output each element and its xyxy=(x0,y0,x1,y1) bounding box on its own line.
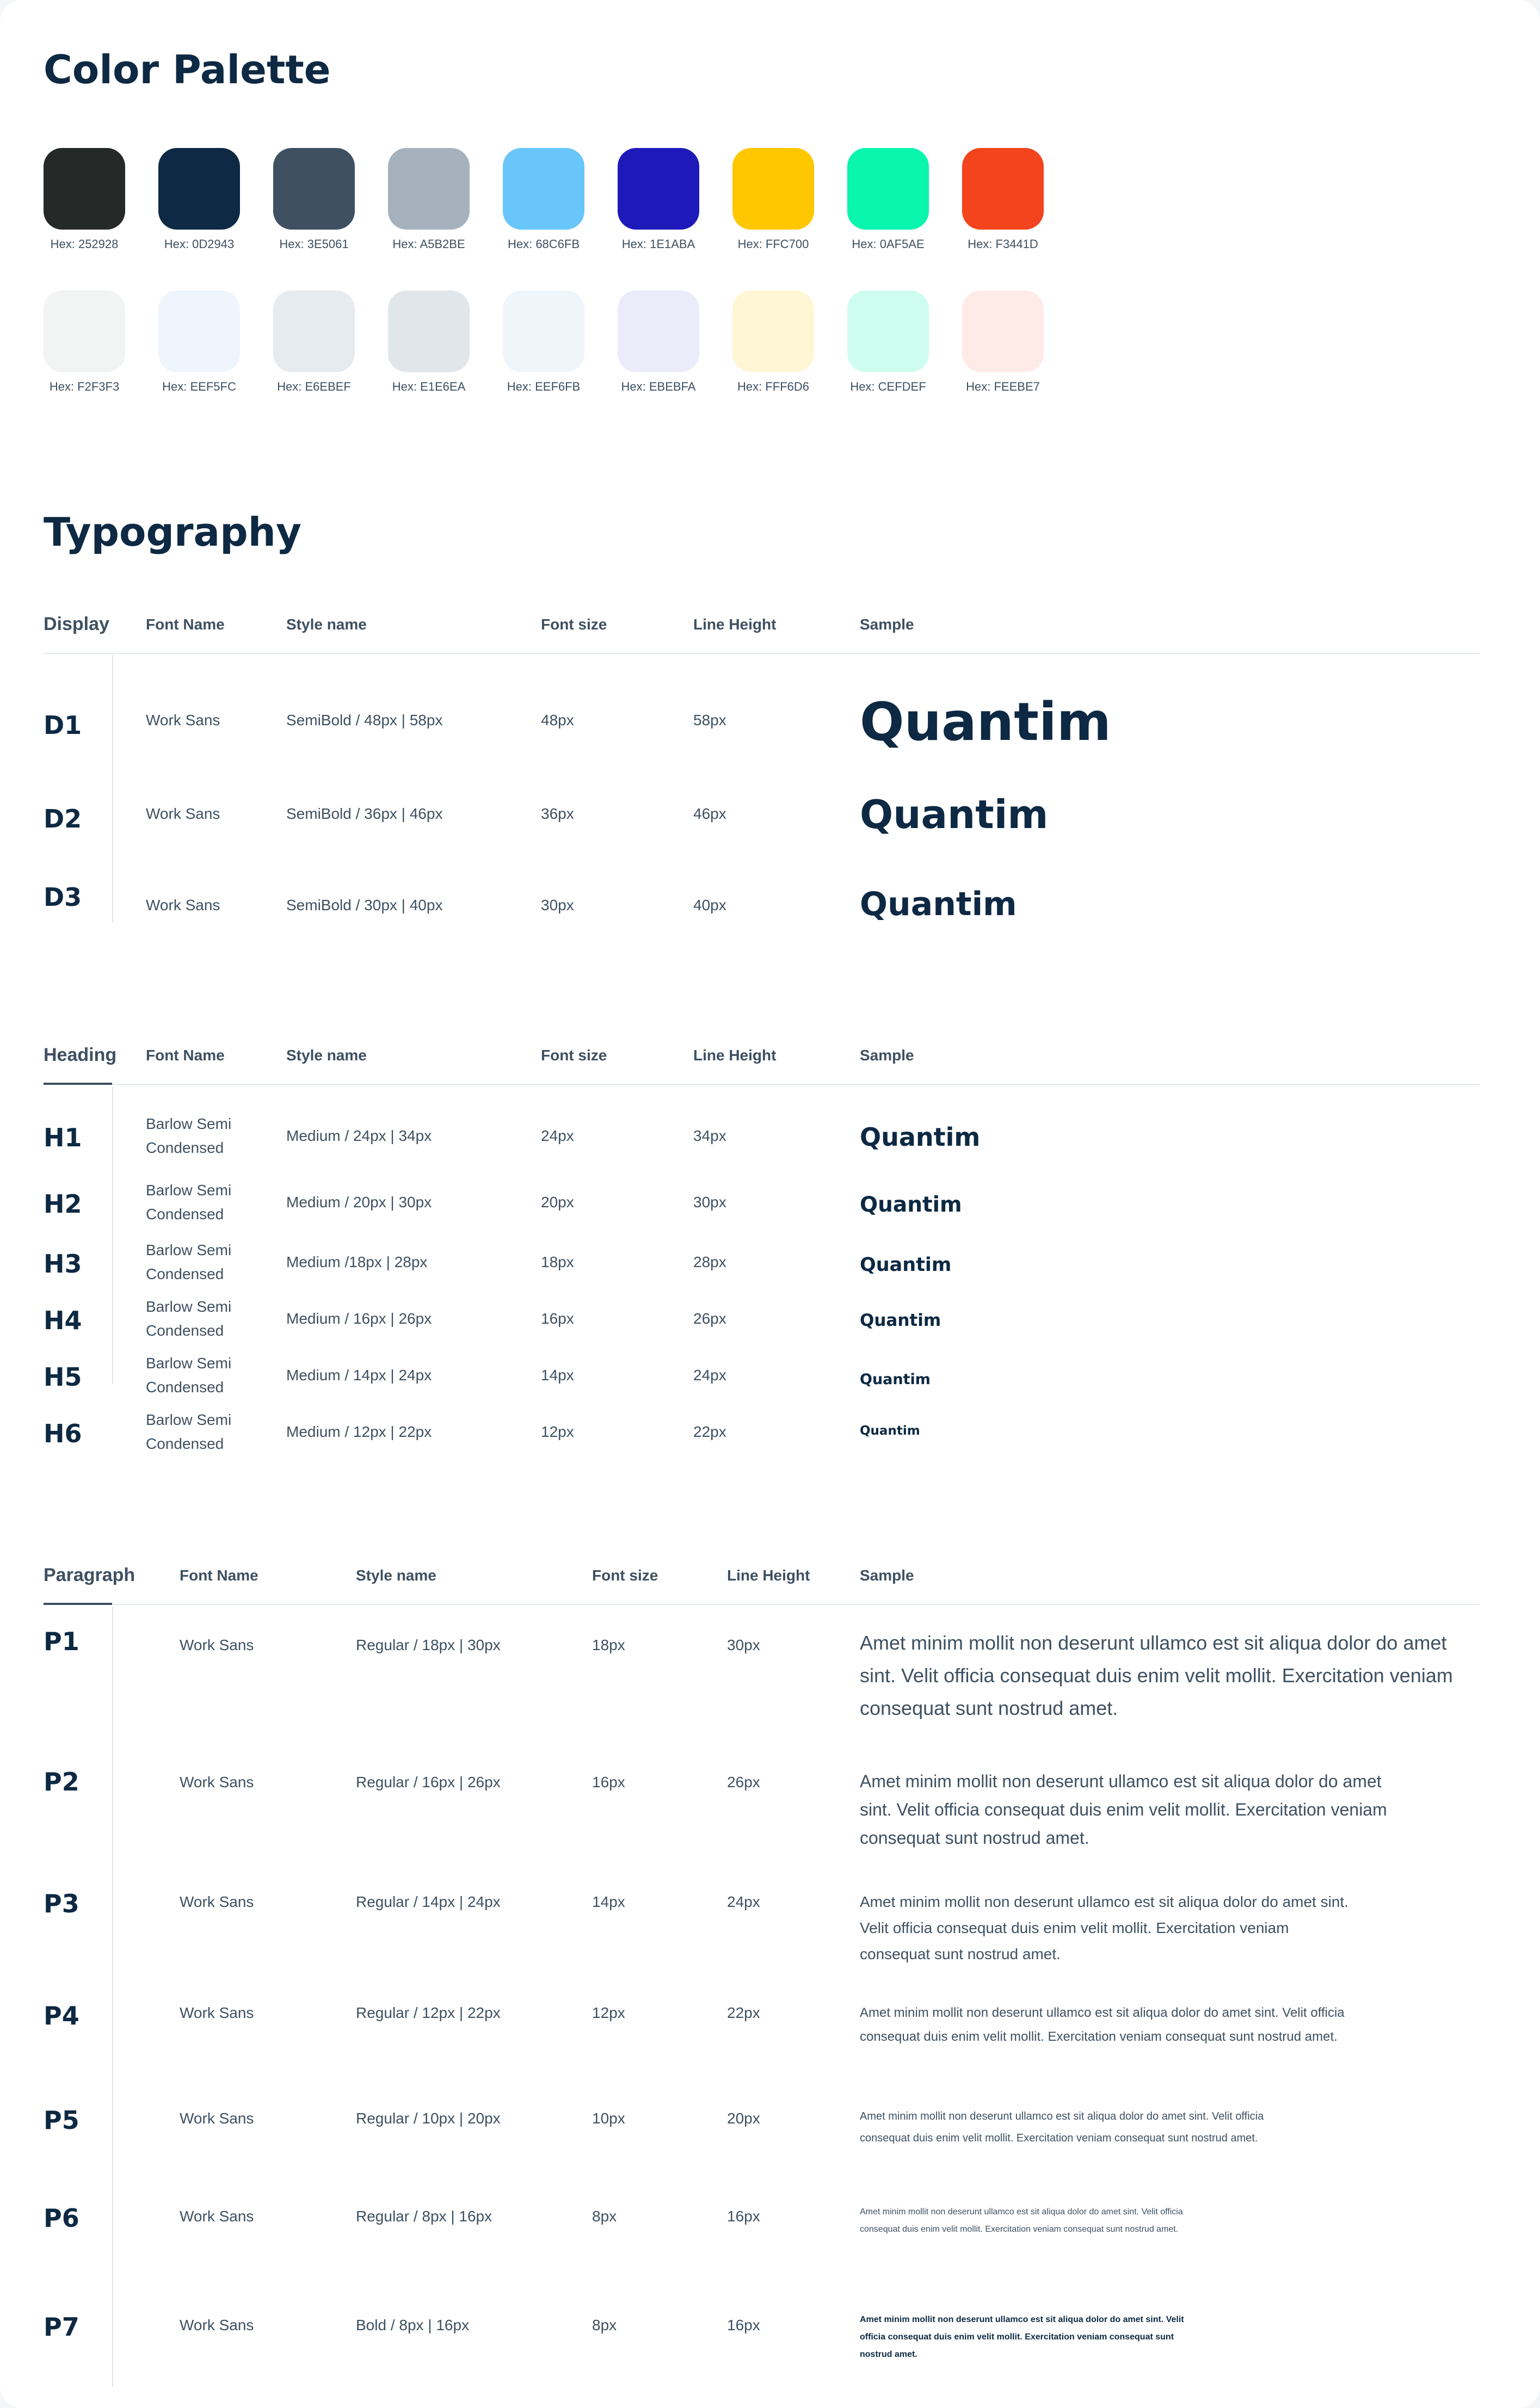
paragraph-row-p3 xyxy=(44,1889,1480,1976)
swatch-chip xyxy=(618,148,699,230)
display-table-header xyxy=(44,589,1480,654)
heading-sample: Quantim xyxy=(860,1424,920,1438)
color-palette-title: Color Palette xyxy=(44,47,331,92)
paragraph-row-p7 xyxy=(44,2312,1480,2372)
line-height-header: Line Height xyxy=(727,1567,810,1584)
style-name-cell: SemiBold / 48px | 58px xyxy=(286,712,443,728)
swatch-chip xyxy=(618,291,699,372)
font-size-header: Font size xyxy=(592,1567,658,1584)
font-name-cell: Barlow Semi xyxy=(146,1355,232,1372)
style-name-cell: SemiBold / 30px | 40px xyxy=(286,897,443,913)
font-size-header: Font size xyxy=(541,1047,607,1064)
sample-header: Sample xyxy=(860,616,914,633)
header-divider xyxy=(44,1084,1480,1085)
swatch-hex-label: Hex: 68C6FB xyxy=(507,237,580,251)
row-code: P4 xyxy=(44,2001,79,2030)
swatch-e6ebef[interactable] xyxy=(273,291,355,394)
style-name-cell: Medium / 20px | 30px xyxy=(286,1194,432,1211)
swatch-hex-label: Hex: 3E5061 xyxy=(279,237,349,251)
line-height-cell: 20px xyxy=(727,2110,760,2127)
line-height-cell: 22px xyxy=(693,1423,726,1440)
font-name-cell-line2: Condensed xyxy=(146,1322,224,1339)
style-name-header: Style name xyxy=(286,1047,367,1064)
style-name-cell: Regular / 18px | 30px xyxy=(356,1637,501,1653)
font-name-cell: Work Sans xyxy=(146,897,220,913)
swatch-hex-label: Hex: F3441D xyxy=(968,237,1038,251)
line-height-cell: 16px xyxy=(727,2317,760,2333)
swatch-hex-label: Hex: E1E6EA xyxy=(392,380,466,393)
heading-row-h2 xyxy=(44,1178,1480,1233)
display-row-d1 xyxy=(44,692,1480,763)
font-name-cell: Barlow Semi xyxy=(146,1298,232,1315)
header-accent xyxy=(44,1603,112,1605)
line-height-cell: 30px xyxy=(693,1194,726,1211)
style-name-cell: Regular / 8px | 16px xyxy=(356,2208,492,2225)
paragraph-sample: Amet minim mollit non deserunt ullamco est sit aliqua dolor do amet sint. Velit officia consequat duis enim velit mollit. Exercitation veniam consequat sunt nostrud amet. xyxy=(860,2005,1345,2044)
font-size-cell: 20px xyxy=(541,1194,574,1211)
row-code: P5 xyxy=(44,2106,79,2135)
display-row-d3 xyxy=(44,882,1480,937)
swatch-eef5fc[interactable] xyxy=(158,291,240,394)
row-code: H6 xyxy=(44,1419,82,1448)
style-name-cell: Bold / 8px | 16px xyxy=(356,2317,470,2333)
font-size-cell: 12px xyxy=(541,1423,574,1440)
font-name-cell: Work Sans xyxy=(180,2208,254,2225)
heading-table-header xyxy=(44,1020,1480,1085)
font-name-cell: Work Sans xyxy=(180,1637,254,1653)
font-name-cell: Barlow Semi xyxy=(146,1182,232,1199)
row-code: P2 xyxy=(44,1767,79,1796)
swatch-hex-label: Hex: 0AF5AE xyxy=(852,237,925,251)
line-height-cell: 26px xyxy=(693,1310,726,1327)
display-row-d2 xyxy=(44,791,1480,851)
font-name-cell: Barlow Semi xyxy=(146,1411,232,1428)
line-height-cell: 22px xyxy=(727,2004,760,2021)
swatch-chip xyxy=(273,291,355,372)
swatch-chip xyxy=(732,148,814,230)
swatch-chip xyxy=(503,291,584,372)
line-height-cell: 46px xyxy=(693,805,726,822)
row-code: P3 xyxy=(44,1889,79,1918)
header-divider xyxy=(44,653,1480,654)
display-sample: Quantim xyxy=(860,792,1049,837)
paragraph-row-p1 xyxy=(44,1627,1480,1746)
heading-row-h5 xyxy=(44,1351,1480,1406)
style-name-cell: Medium /18px | 28px xyxy=(286,1254,428,1270)
paragraph-table xyxy=(44,1540,1480,2388)
paragraph-row-p5 xyxy=(44,2106,1480,2176)
font-name-cell: Work Sans xyxy=(180,1774,254,1790)
display-header: Display xyxy=(44,614,109,634)
swatch-ebebfa[interactable] xyxy=(618,291,699,394)
row-code: H2 xyxy=(44,1189,82,1219)
font-size-cell: 14px xyxy=(541,1367,574,1384)
swatch-f2f3f3[interactable] xyxy=(44,291,125,394)
swatch-chip xyxy=(732,291,814,372)
font-size-cell: 12px xyxy=(592,2004,625,2021)
swatch-cefdef[interactable] xyxy=(847,291,929,394)
swatch-1e1aba[interactable] xyxy=(618,148,699,251)
font-name-cell: Barlow Semi xyxy=(146,1242,232,1258)
swatch-chip xyxy=(158,148,240,230)
swatch-chip xyxy=(503,148,584,230)
font-name-cell: Barlow Semi xyxy=(146,1115,232,1132)
row-code: D1 xyxy=(44,711,82,740)
swatch-hex-label: Hex: 0D2943 xyxy=(164,237,235,251)
heading-sample: Quantim xyxy=(860,1122,981,1152)
style-name-cell: Medium / 12px | 22px xyxy=(286,1423,432,1440)
swatch-0d2943[interactable] xyxy=(158,148,240,251)
swatch-hex-label: Hex: FFF6D6 xyxy=(737,380,810,393)
font-name-cell-line2: Condensed xyxy=(146,1139,224,1156)
swatch-chip xyxy=(273,148,355,230)
font-name-cell: Work Sans xyxy=(146,712,220,728)
paragraph-sample: Amet minim mollit non deserunt ullamco est sit aliqua dolor do amet sint. Velit officia consequat duis enim velit mollit. Exercitation veniam consequat sunt nostrud amet. xyxy=(860,1771,1387,1848)
font-name-cell: Work Sans xyxy=(180,2004,254,2021)
display-table xyxy=(44,589,1480,926)
heading-sample: Quantim xyxy=(860,1371,931,1388)
font-name-cell-line2: Condensed xyxy=(146,1206,224,1222)
heading-header: Heading xyxy=(44,1045,117,1065)
swatch-0af5ae[interactable] xyxy=(847,148,929,251)
paragraph-sample: Amet minim mollit non deserunt ullamco est sit aliqua dolor do amet sint. Velit officia consequat duis enim velit mollit. Exercitation veniam consequat sunt nostrud amet. xyxy=(860,2110,1264,2144)
font-name-cell-line2: Condensed xyxy=(146,1265,224,1282)
row-code: H3 xyxy=(44,1249,82,1279)
style-name-cell: Medium / 14px | 24px xyxy=(286,1367,432,1384)
font-name-cell: Work Sans xyxy=(180,2110,254,2127)
line-height-cell: 16px xyxy=(727,2208,760,2225)
heading-row-h4 xyxy=(44,1295,1480,1349)
paragraph-table-header xyxy=(44,1540,1480,1605)
heading-row-h6 xyxy=(44,1408,1480,1462)
paragraph-sample: Amet minim mollit non deserunt ullamco est sit aliqua dolor do amet sint. Velit officia consequat duis enim velit mollit. Exercitation veniam consequat sunt nostrud amet. xyxy=(860,2315,1184,2359)
font-name-header: Font Name xyxy=(146,616,225,633)
row-code: P1 xyxy=(44,1627,79,1656)
font-name-cell: Work Sans xyxy=(180,2317,254,2333)
header-accent xyxy=(44,1083,112,1085)
swatch-hex-label: Hex: 1E1ABA xyxy=(621,237,695,251)
swatch-hex-label: Hex: EEF5FC xyxy=(162,380,236,393)
swatch-eef6fb[interactable] xyxy=(503,291,584,394)
line-height-cell: 34px xyxy=(693,1127,726,1144)
font-size-cell: 48px xyxy=(541,712,574,728)
swatch-feebe7[interactable] xyxy=(962,291,1044,394)
style-name-header: Style name xyxy=(286,616,367,633)
style-name-cell: SemiBold / 36px | 46px xyxy=(286,805,443,822)
swatch-chip xyxy=(388,291,470,372)
style-name-cell: Regular / 14px | 24px xyxy=(356,1893,501,1910)
swatch-a5b2be[interactable] xyxy=(388,148,470,251)
font-name-header: Font Name xyxy=(180,1567,258,1584)
sample-header: Sample xyxy=(860,1047,914,1064)
paragraph-row-p2 xyxy=(44,1767,1480,1865)
swatch-hex-label: Hex: FFC700 xyxy=(737,237,809,251)
swatch-hex-label: Hex: CEFDEF xyxy=(850,380,926,393)
paragraph-sample: Amet minim mollit non deserunt ullamco est sit aliqua dolor do amet sint. Velit officia consequat duis enim velit mollit. Exercitation veniam consequat sunt nostrud amet. xyxy=(860,2207,1183,2234)
row-code: D2 xyxy=(44,804,82,833)
swatch-chip xyxy=(962,148,1044,230)
line-height-cell: 28px xyxy=(693,1254,726,1270)
swatch-3e5061[interactable] xyxy=(273,148,355,251)
swatch-chip xyxy=(847,291,929,372)
swatch-chip xyxy=(44,148,125,230)
swatch-e1e6ea[interactable] xyxy=(388,291,470,394)
light-swatch-row xyxy=(44,291,1132,416)
line-height-cell: 30px xyxy=(727,1637,760,1653)
style-name-cell: Regular / 16px | 26px xyxy=(356,1774,501,1790)
line-height-cell: 40px xyxy=(693,897,726,913)
heading-table xyxy=(44,1020,1480,1460)
font-name-cell: Work Sans xyxy=(146,805,220,822)
heading-sample: Quantim xyxy=(860,1311,941,1330)
swatch-hex-label: Hex: EBEBFA xyxy=(621,380,696,393)
font-size-cell: 36px xyxy=(541,805,574,822)
paragraph-sample: Amet minim mollit non deserunt ullamco est sit aliqua dolor do amet sint. Velit officia consequat duis enim velit mollit. Exercitation veniam consequat sunt nostrud amet. xyxy=(860,1632,1453,1719)
font-size-cell: 16px xyxy=(541,1310,574,1327)
font-size-cell: 14px xyxy=(592,1893,625,1910)
font-size-cell: 18px xyxy=(592,1637,625,1653)
font-size-cell: 8px xyxy=(592,2208,617,2225)
font-size-header: Font size xyxy=(541,616,607,633)
line-height-cell: 26px xyxy=(727,1774,760,1790)
style-name-header: Style name xyxy=(356,1567,436,1584)
swatch-hex-label: Hex: EEF6FB xyxy=(507,380,581,393)
dark-swatch-row xyxy=(44,148,1132,273)
style-name-cell: Medium / 24px | 34px xyxy=(286,1127,432,1144)
font-size-cell: 8px xyxy=(592,2317,617,2333)
paragraph-header: Paragraph xyxy=(44,1565,135,1585)
font-name-header: Font Name xyxy=(146,1047,225,1064)
font-name-cell-line2: Condensed xyxy=(146,1379,224,1396)
style-name-cell: Regular / 12px | 22px xyxy=(356,2004,501,2021)
line-height-header: Line Height xyxy=(693,1047,777,1064)
style-name-cell: Regular / 10px | 20px xyxy=(356,2110,501,2127)
row-code: P7 xyxy=(44,2312,79,2342)
line-height-header: Line Height xyxy=(693,616,777,633)
row-code: D3 xyxy=(44,882,82,912)
swatch-hex-label: Hex: FEEBE7 xyxy=(966,380,1040,393)
swatch-f3441d[interactable] xyxy=(962,148,1044,251)
paragraph-row-p6 xyxy=(44,2203,1480,2269)
line-height-cell: 24px xyxy=(727,1893,760,1910)
font-size-cell: 10px xyxy=(592,2110,625,2127)
swatch-chip xyxy=(388,148,470,230)
heading-sample: Quantim xyxy=(860,1193,962,1217)
swatch-hex-label: Hex: F2F3F3 xyxy=(49,380,120,393)
heading-row-h1 xyxy=(44,1112,1480,1166)
sample-header: Sample xyxy=(860,1567,914,1584)
swatch-fff6d6[interactable] xyxy=(732,291,814,394)
font-size-cell: 24px xyxy=(541,1127,574,1144)
swatch-ffc700[interactable] xyxy=(732,148,814,251)
swatch-hex-label: Hex: 252928 xyxy=(50,237,119,251)
font-size-cell: 16px xyxy=(592,1774,625,1790)
heading-row-h3 xyxy=(44,1238,1480,1293)
row-code: H5 xyxy=(44,1362,82,1392)
display-sample: Quantim xyxy=(860,885,1017,923)
swatch-chip xyxy=(847,148,929,230)
paragraph-row-p4 xyxy=(44,2001,1480,2077)
header-divider xyxy=(44,1604,1480,1605)
font-size-cell: 18px xyxy=(541,1254,574,1270)
display-sample: Quantim xyxy=(860,691,1111,752)
typography-title: Typography xyxy=(44,509,301,555)
style-name-cell: Medium / 16px | 26px xyxy=(286,1310,432,1327)
heading-sample: Quantim xyxy=(860,1254,952,1276)
swatch-hex-label: Hex: E6EBEF xyxy=(277,380,351,393)
swatch-252928[interactable] xyxy=(44,148,125,251)
swatch-68c6fb[interactable] xyxy=(503,148,584,251)
font-name-cell-line2: Condensed xyxy=(146,1435,224,1452)
swatch-chip xyxy=(158,291,240,372)
row-code: H4 xyxy=(44,1306,82,1335)
font-name-cell: Work Sans xyxy=(180,1893,254,1910)
paragraph-sample: Amet minim mollit non deserunt ullamco est sit aliqua dolor do amet sint. Velit officia consequat duis enim velit mollit. Exercitation veniam consequat sunt nostrud amet. xyxy=(860,1893,1348,1962)
line-height-cell: 58px xyxy=(693,712,726,728)
font-size-cell: 30px xyxy=(541,897,574,913)
swatch-hex-label: Hex: A5B2BE xyxy=(392,237,465,251)
line-height-cell: 24px xyxy=(693,1367,726,1384)
swatch-chip xyxy=(44,291,125,372)
row-code: P6 xyxy=(44,2203,79,2233)
row-code: H1 xyxy=(44,1123,82,1152)
swatch-chip xyxy=(962,291,1044,372)
